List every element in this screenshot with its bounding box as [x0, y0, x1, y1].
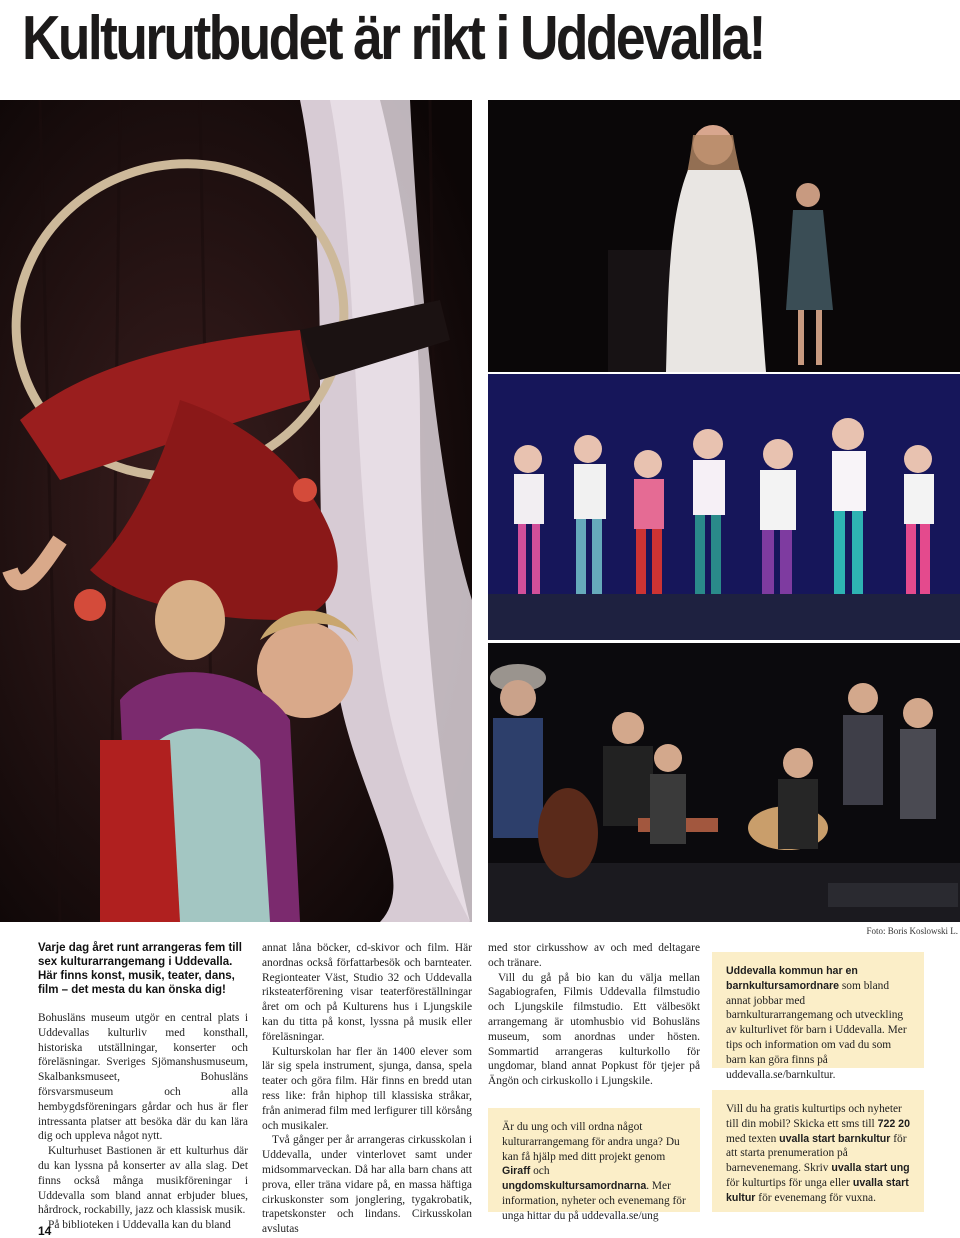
box-bold: Uddevalla kommun har en barnkultursamordnare [726, 965, 858, 992]
box-bold: Giraff [502, 1165, 531, 1178]
box-bold: uvalla start kultur [726, 1176, 909, 1204]
photo-aerial-hoop [0, 100, 472, 922]
body-paragraph: med stor cirkusshow av och med deltagare och tränare. [488, 942, 700, 969]
box-text: för evenemang för vuxna. [755, 1191, 876, 1204]
body-paragraph: På biblioteken i Uddevalla kan du bland [48, 1219, 231, 1232]
box-text: med texten [726, 1132, 780, 1145]
box-text: Är du ung och vill ordna något kulturarrangemang för andra unga? Du kan få hjälp med ditt projekt genom [502, 1121, 680, 1163]
page-number: 14 [38, 1224, 52, 1238]
article-column-2 [262, 941, 472, 1237]
body-paragraph: Två gånger per år arrangeras cirkusskolan i Uddevalla, under vinterlovet samt under midsommarveckan. Då har alla barn chans att prova, eller träna vidare på, en massa häftiga cirkuskonster som jonglering, tygakrobatik, trapetskonster och lindans. Cirkusskolan avslutas [262, 1134, 472, 1236]
photo-credit: Foto: Boris Koslowski L. [866, 926, 958, 936]
box-bold: uvalla start ung [831, 1162, 910, 1175]
photo-theater [488, 100, 960, 372]
info-box-kids [712, 952, 924, 1081]
article-column-3 [488, 941, 700, 1089]
info-box-youth [488, 1108, 700, 1222]
box-text: för att starta prenumeration på barnevenemang. Skriv [726, 1132, 907, 1175]
info-box-sms [712, 1090, 924, 1212]
box-bold: 722 20 [877, 1117, 910, 1130]
body-paragraph: Vill du gå på bio kan du välja mellan Sagabiografen, Filmis Uddevalla filmstudio och Ljungskile filmstudio. Ett välbesökt arrangemang är utomhusbio vid Bohusläns museum, som anordnas under hösten. Sommartid arrangeras kulturkollo för ungdomar, bland annat Popkust för tjejer på Ängön och cirkuskollo i Ljungskile. [488, 971, 700, 1088]
body-paragraph: Bohusläns museum utgör en central plats i Uddevallas kulturliv med konsthall, historiska utställningar, konserter och föreläsningar. Sveriges Sjömanshusmuseum, Skalbanksmuseet, Bohusläns försvarsmuseum och alla hembygdsföreningars gårdar och hus är fler intressanta platser att besöka där du kan lära dig och uppleva något nytt. [38, 1012, 248, 1143]
box-bold: ungdomskultursamordnarna [502, 1180, 647, 1193]
body-paragraph: annat låna böcker, cd-skivor och film. Här anordnas också författarbesök och barnteater. Regionteater Väst, Studio 32 och Uddevalla riksteaterförening visar teaterföreställningar året om och på Kulturens hus i Ljungskile kan du titta på konst, lyssna på musik eller föreläsningar. [262, 942, 472, 1043]
article-column-1 [38, 941, 248, 1233]
photo-dancers [488, 374, 960, 640]
body-paragraph: Kulturskolan har fler än 1400 elever som lär sig spela instrument, sjunga, dansa, spela teater och göra film. Här finns en bredd utan ress like: från hiphop till klassiska stråkar, från animerad film med lerfigurer till körsång och musikaler. [262, 1045, 472, 1132]
box-text: Vill du ha gratis kulturtips och nyheter till din mobil? Skicka ett sms till [726, 1103, 902, 1130]
box-bold: uvalla start barnkultur [779, 1132, 891, 1145]
page-title: Kulturutbudet är rikt i Uddevalla! [22, 4, 764, 73]
body-paragraph: Kulturhuset Bastionen är ett kulturhus där du kan lyssna på konserter av alla slag. Det finns också många musikföreningar i Uddevalla som bland annat erbjuder blues, hårdrock, rockabilly, jazz och klassisk musik. [38, 1145, 248, 1217]
box-text: för kulturtips för unga eller [726, 1176, 853, 1189]
box-text: . Mer information, nyheter och evenemang för unga hittar du på uddevalla.se/ung [502, 1180, 686, 1222]
photo-musicians [488, 643, 960, 922]
box-text: och [530, 1165, 550, 1178]
lead-paragraph: Varje dag året runt arrangeras fem till sex kulturarrangemang i Uddevalla. Här finns konst, musik, teater, dans, film – det mesta du kan önska dig! [38, 942, 242, 996]
box-text: som bland annat jobbar med barnkulturarrangemang och utveckling av kulturlivet för barn i Uddevalla. Mer tips och information om vad du som barn kan göra finns på uddevalla.se/barnkultur. [726, 979, 907, 1081]
